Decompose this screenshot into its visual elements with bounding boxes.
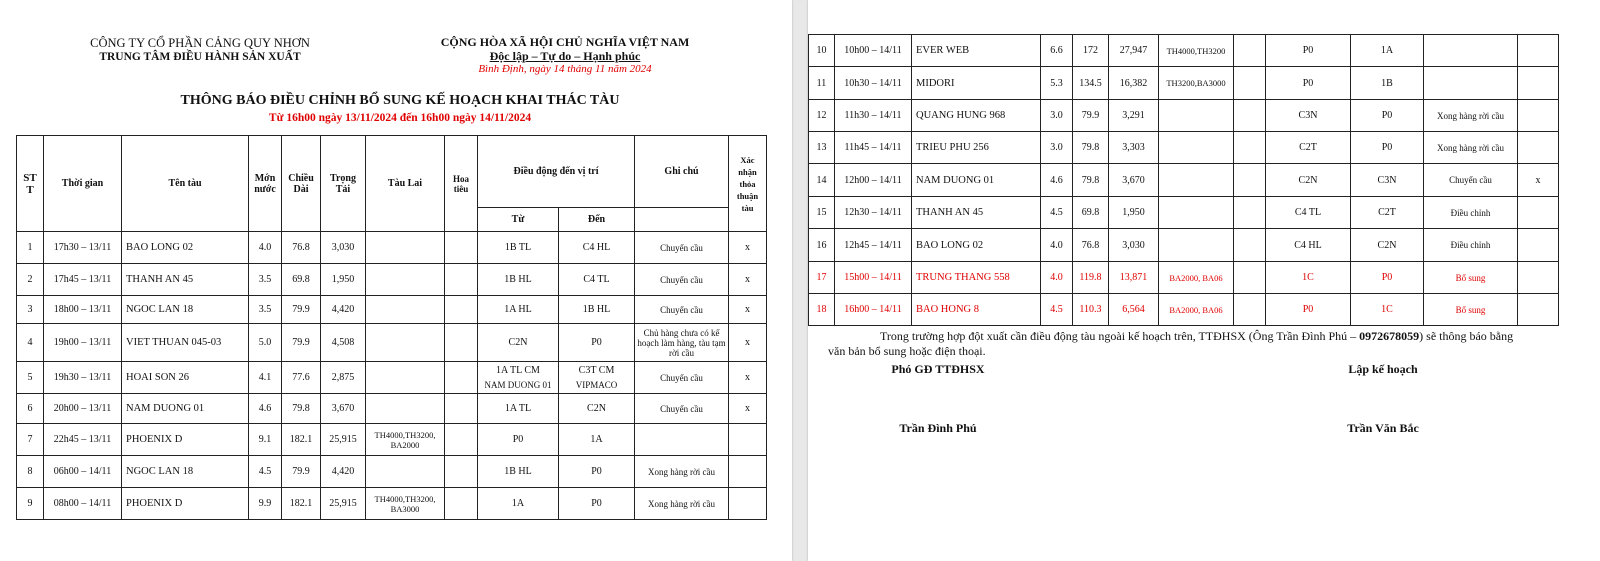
row-pilot	[1234, 229, 1266, 262]
row-ship-name: MIDORI	[912, 67, 1041, 100]
row-tug	[1159, 164, 1234, 197]
row-tug	[366, 394, 445, 424]
row-tug: TH4000,TH3200, BA2000	[366, 424, 445, 456]
row-stt: 12	[809, 100, 835, 132]
row-time: 12h00 – 14/11	[835, 164, 912, 197]
row-from: C2T	[1266, 132, 1351, 164]
table-row	[17, 394, 767, 424]
contact-phone: 0972678059	[1359, 329, 1420, 343]
row-ship-name: HOAI SON 26	[122, 362, 249, 394]
row-from: P0	[1266, 294, 1351, 326]
row-tug: TH4000,TH3200, BA3000	[366, 488, 445, 520]
row-from: P0	[1266, 67, 1351, 100]
row-ship-name: BAO LONG 02	[912, 229, 1041, 262]
row-ship-name: PHOENIX D	[122, 424, 249, 456]
row-confirm	[729, 456, 767, 488]
row-ship-name: THANH AN 45	[912, 197, 1041, 229]
row-draft: 3.0	[1041, 100, 1073, 132]
row-time: 10h30 – 14/11	[835, 67, 912, 100]
table-row	[17, 296, 767, 324]
row-note: Chuyển cầu	[635, 394, 729, 424]
row-draft: 6.6	[1041, 35, 1073, 67]
row-stt: 15	[809, 197, 835, 229]
row-confirm: x	[729, 394, 767, 424]
row-note: Chuyển cầu	[635, 264, 729, 296]
col-length-header: Chiều Dài	[282, 136, 321, 232]
row-note	[635, 424, 729, 456]
row-ship-name: TRUNG THANG 558	[912, 262, 1041, 294]
row-from: C2N	[1266, 164, 1351, 197]
row-dwt: 3,670	[1109, 164, 1159, 197]
row-ship-name: NAM DUONG 01	[912, 164, 1041, 197]
row-tug: TH4000,TH3200	[1159, 35, 1234, 67]
row-note	[1424, 67, 1518, 100]
table-row	[809, 197, 1559, 229]
row-note: Chuyển cầu	[635, 232, 729, 264]
row-dwt: 3,291	[1109, 100, 1159, 132]
row-pilot	[1234, 100, 1266, 132]
row-note: Chủ hàng chưa có kế hoạch làm hàng, tàu tạm rời cầu	[635, 324, 729, 362]
col-pilot-header: Hoa tiêu	[445, 136, 478, 232]
date-line: Bình Định, ngày 14 tháng 11 năm 2024	[478, 63, 652, 75]
row-note: Bổ sung	[1424, 294, 1518, 326]
row-length: 79.8	[1073, 164, 1109, 197]
row-tug: TH3200,BA3000	[1159, 67, 1234, 100]
row-time: 19h00 – 13/11	[44, 324, 122, 362]
col-note-header: Ghi chú	[635, 136, 729, 208]
row-tug	[366, 296, 445, 324]
row-draft: 4.5	[249, 456, 282, 488]
row-ship-name: TRIEU PHU 256	[912, 132, 1041, 164]
row-draft: 4.6	[1041, 164, 1073, 197]
row-dwt: 3,030	[1109, 229, 1159, 262]
row-pilot	[445, 296, 478, 324]
row-tug	[1159, 197, 1234, 229]
row-tug	[366, 456, 445, 488]
row-stt: 18	[809, 294, 835, 326]
row-stt: 3	[17, 296, 44, 324]
schedule-table-page2	[808, 34, 1559, 326]
row-confirm	[1518, 197, 1559, 229]
row-to: P0	[559, 456, 635, 488]
row-pilot	[445, 488, 478, 520]
row-ship-name: QUANG HUNG 968	[912, 100, 1041, 132]
row-stt: 17	[809, 262, 835, 294]
row-stt: 4	[17, 324, 44, 362]
nation-title: CỘNG HÒA XÃ HỘI CHỦ NGHĨA VIỆT NAM	[440, 35, 690, 49]
row-draft: 5.0	[249, 324, 282, 362]
row-length: 79.8	[1073, 132, 1109, 164]
row-confirm	[729, 424, 767, 456]
row-from-main: 1A TL CM	[496, 364, 540, 376]
row-length: 79.9	[282, 296, 321, 324]
row-stt: 7	[17, 424, 44, 456]
row-tug	[366, 362, 445, 394]
row-draft: 4.1	[249, 362, 282, 394]
row-to: P0	[1351, 132, 1424, 164]
row-pilot	[1234, 164, 1266, 197]
company-name: CÔNG TY CỔ PHẦN CẢNG QUY NHƠN	[90, 36, 310, 50]
row-to-sub: VIPMACO	[575, 379, 618, 390]
row-length: 79.9	[282, 324, 321, 362]
row-ship-name: BAO LONG 02	[122, 232, 249, 264]
table-row	[17, 424, 767, 456]
row-tug	[1159, 132, 1234, 164]
table-row	[809, 132, 1559, 164]
row-time: 11h45 – 14/11	[835, 132, 912, 164]
row-draft: 4.0	[1041, 262, 1073, 294]
row-to: C3N	[1351, 164, 1424, 197]
row-from: P0	[1266, 35, 1351, 67]
row-pilot	[1234, 132, 1266, 164]
table-row	[17, 488, 767, 520]
row-note: Xong hàng rời cầu	[1424, 100, 1518, 132]
row-confirm: x	[729, 296, 767, 324]
row-length: 69.8	[1073, 197, 1109, 229]
row-confirm: x	[729, 232, 767, 264]
row-from: 1B HL	[478, 264, 559, 296]
row-pilot	[1234, 262, 1266, 294]
row-draft: 4.5	[1041, 294, 1073, 326]
row-dwt: 25,915	[321, 424, 366, 456]
row-to: 1B	[1351, 67, 1424, 100]
signer-right-title: Lập kế hoạch	[1348, 362, 1418, 376]
nation-motto: Độc lập – Tự do – Hạnh phúc	[489, 49, 641, 63]
table-row	[17, 456, 767, 488]
row-tug	[366, 324, 445, 362]
row-note: Xong hàng rời cầu	[1424, 132, 1518, 164]
row-from: 1C	[1266, 262, 1351, 294]
row-ship-name: EVER WEB	[912, 35, 1041, 67]
row-to: 1C	[1351, 294, 1424, 326]
row-tug	[1159, 229, 1234, 262]
row-confirm: x	[1518, 164, 1559, 197]
row-dwt: 3,303	[1109, 132, 1159, 164]
row-note: Bổ sung	[1424, 262, 1518, 294]
row-to: P0	[559, 324, 635, 362]
row-time: 10h00 – 14/11	[835, 35, 912, 67]
row-to: C4 TL	[559, 264, 635, 296]
row-confirm	[1518, 67, 1559, 100]
row-tug: BA2000, BA06	[1159, 294, 1234, 326]
row-ship-name: BAO HONG 8	[912, 294, 1041, 326]
row-pilot	[1234, 197, 1266, 229]
table-row	[809, 164, 1559, 197]
row-time: 22h45 – 13/11	[44, 424, 122, 456]
row-pilot	[1234, 67, 1266, 100]
row-stt: 14	[809, 164, 835, 197]
col-dwt-header: Trọng Tải	[321, 136, 366, 232]
row-stt: 8	[17, 456, 44, 488]
row-confirm	[729, 488, 767, 520]
table-row	[809, 294, 1559, 326]
row-to: C4 HL	[559, 232, 635, 264]
col-draft-header: Mớn nước	[249, 136, 282, 232]
table-row	[809, 262, 1559, 294]
row-draft: 3.0	[1041, 132, 1073, 164]
row-draft: 9.1	[249, 424, 282, 456]
doc-title: THÔNG BÁO ĐIỀU CHỈNH BỔ SUNG KẾ HOẠCH KHAI THÁC TÀU	[180, 93, 620, 108]
doc-subtitle: Từ 16h00 ngày 13/11/2024 đến 16h00 ngày 14/11/2024	[268, 112, 532, 124]
row-dwt: 13,871	[1109, 262, 1159, 294]
row-note	[1424, 35, 1518, 67]
row-length: 110.3	[1073, 294, 1109, 326]
row-time: 18h00 – 13/11	[44, 296, 122, 324]
row-to	[559, 362, 635, 394]
row-from: C4 HL	[1266, 229, 1351, 262]
table-row	[809, 35, 1559, 67]
row-time: 11h30 – 14/11	[835, 100, 912, 132]
col-to-header: Đến	[559, 208, 635, 232]
row-confirm: x	[729, 264, 767, 296]
row-pilot	[445, 232, 478, 264]
row-confirm: x	[729, 362, 767, 394]
company-unit: TRUNG TÂM ĐIỀU HÀNH SẢN XUẤT	[99, 51, 301, 63]
row-confirm	[1518, 132, 1559, 164]
row-draft: 3.5	[249, 264, 282, 296]
row-time: 20h00 – 13/11	[44, 394, 122, 424]
row-time: 17h30 – 13/11	[44, 232, 122, 264]
row-to: 1B HL	[559, 296, 635, 324]
row-ship-name: THANH AN 45	[122, 264, 249, 296]
row-stt: 11	[809, 67, 835, 100]
row-ship-name: VIET THUAN 045-03	[122, 324, 249, 362]
table-row	[17, 362, 767, 394]
row-to: C2T	[1351, 197, 1424, 229]
row-pilot	[445, 362, 478, 394]
row-from: C3N	[1266, 100, 1351, 132]
row-from: C2N	[478, 324, 559, 362]
row-pilot	[445, 456, 478, 488]
row-time: 06h00 – 14/11	[44, 456, 122, 488]
col-ship-header: Tên tàu	[122, 136, 249, 232]
row-dwt: 25,915	[321, 488, 366, 520]
row-ship-name: NGOC LAN 18	[122, 296, 249, 324]
row-to-main: C3T CM	[578, 364, 615, 376]
col-confirm-header: Xác nhận thỏa thuận tàu	[729, 136, 767, 232]
row-draft: 9.9	[249, 488, 282, 520]
table-row	[17, 264, 767, 296]
row-dwt: 4,420	[321, 456, 366, 488]
row-length: 172	[1073, 35, 1109, 67]
row-to: C2N	[559, 394, 635, 424]
row-stt: 5	[17, 362, 44, 394]
row-time: 17h45 – 13/11	[44, 264, 122, 296]
row-ship-name: NAM DUONG 01	[122, 394, 249, 424]
row-pilot	[445, 264, 478, 296]
row-stt: 9	[17, 488, 44, 520]
row-stt: 13	[809, 132, 835, 164]
row-ship-name: NGOC LAN 18	[122, 456, 249, 488]
row-pilot	[445, 424, 478, 456]
row-length: 76.8	[1073, 229, 1109, 262]
col-move-header: Điều động đến vị trí	[478, 136, 635, 208]
table-row	[809, 67, 1559, 100]
row-length: 77.6	[282, 362, 321, 394]
row-from-sub: NAM DUONG 01	[484, 379, 552, 390]
row-stt: 2	[17, 264, 44, 296]
row-dwt: 4,508	[321, 324, 366, 362]
row-pilot	[1234, 35, 1266, 67]
row-from: C4 TL	[1266, 197, 1351, 229]
row-length: 79.9	[1073, 100, 1109, 132]
row-from	[478, 362, 559, 394]
row-ship-name: PHOENIX D	[122, 488, 249, 520]
row-tug: BA2000, BA06	[1159, 262, 1234, 294]
row-time: 15h00 – 14/11	[835, 262, 912, 294]
row-time: 12h45 – 14/11	[835, 229, 912, 262]
row-to: 1A	[1351, 35, 1424, 67]
row-from: 1A	[478, 488, 559, 520]
document-page-1	[0, 0, 792, 561]
row-from: P0	[478, 424, 559, 456]
row-time: 16h00 – 14/11	[835, 294, 912, 326]
row-to: P0	[1351, 262, 1424, 294]
row-draft: 4.0	[1041, 229, 1073, 262]
col-from-header: Từ	[478, 208, 559, 232]
row-confirm	[1518, 294, 1559, 326]
row-to: P0	[559, 488, 635, 520]
row-note: Chuyển cầu	[635, 296, 729, 324]
row-note: Điều chỉnh	[1424, 229, 1518, 262]
row-confirm	[1518, 35, 1559, 67]
row-length: 134.5	[1073, 67, 1109, 100]
row-length: 76.8	[282, 232, 321, 264]
row-from: 1B HL	[478, 456, 559, 488]
table-row	[809, 100, 1559, 132]
row-dwt: 16,382	[1109, 67, 1159, 100]
row-confirm	[1518, 100, 1559, 132]
row-dwt: 6,564	[1109, 294, 1159, 326]
row-length: 119.8	[1073, 262, 1109, 294]
row-pilot	[445, 324, 478, 362]
row-dwt: 2,875	[321, 362, 366, 394]
row-draft: 4.5	[1041, 197, 1073, 229]
row-to: C2N	[1351, 229, 1424, 262]
row-stt: 16	[809, 229, 835, 262]
row-confirm: x	[729, 324, 767, 362]
row-note: Chuyển cầu	[1424, 164, 1518, 197]
row-length: 182.1	[282, 424, 321, 456]
row-dwt: 1,950	[1109, 197, 1159, 229]
row-pilot	[1234, 294, 1266, 326]
row-length: 69.8	[282, 264, 321, 296]
row-stt: 10	[809, 35, 835, 67]
col-stt-header: ST T	[17, 136, 44, 232]
row-to: P0	[1351, 100, 1424, 132]
row-dwt: 4,420	[321, 296, 366, 324]
row-draft: 5.3	[1041, 67, 1073, 100]
row-note: Xong hàng rời cầu	[635, 456, 729, 488]
row-dwt: 27,947	[1109, 35, 1159, 67]
row-time: 08h00 – 14/11	[44, 488, 122, 520]
row-confirm	[1518, 262, 1559, 294]
row-confirm	[1518, 229, 1559, 262]
signer-left-title: Phó GĐ TTĐHSX	[891, 362, 985, 376]
schedule-table-page1	[16, 135, 767, 520]
row-tug	[366, 264, 445, 296]
table-row	[17, 324, 767, 362]
row-draft: 4.0	[249, 232, 282, 264]
row-from: 1A HL	[478, 296, 559, 324]
row-note: Xong hàng rời cầu	[635, 488, 729, 520]
row-dwt: 3,670	[321, 394, 366, 424]
row-draft: 4.6	[249, 394, 282, 424]
row-note: Chuyển cầu	[635, 362, 729, 394]
col-tug-header: Tàu Lai	[366, 136, 445, 232]
table-row	[809, 229, 1559, 262]
row-tug	[1159, 100, 1234, 132]
row-time: 12h30 – 14/11	[835, 197, 912, 229]
document-page-2	[808, 0, 1600, 561]
row-note: Điều chỉnh	[1424, 197, 1518, 229]
col-time-header: Thời gian	[44, 136, 122, 232]
row-draft: 3.5	[249, 296, 282, 324]
row-length: 182.1	[282, 488, 321, 520]
row-dwt: 3,030	[321, 232, 366, 264]
row-to: 1A	[559, 424, 635, 456]
row-from: 1B TL	[478, 232, 559, 264]
row-length: 79.9	[282, 456, 321, 488]
signer-left-name: Trần Đình Phú	[899, 421, 977, 435]
row-from: 1A TL	[478, 394, 559, 424]
row-stt: 6	[17, 394, 44, 424]
row-dwt: 1,950	[321, 264, 366, 296]
row-tug	[366, 232, 445, 264]
signer-right-name: Trần Văn Bắc	[1347, 421, 1419, 435]
row-pilot	[445, 394, 478, 424]
footer-paragraph: Trong trường hợp đột xuất cần điều động tàu ngoài kế hoạch trên, TTĐHSX (Ông Trần Đình Phú – 0972678059) sẽ thông báo bằng văn bản bổ sung hoặc điện thoại.	[828, 329, 1514, 358]
row-time: 19h30 – 13/11	[44, 362, 122, 394]
row-stt: 1	[17, 232, 44, 264]
row-length: 79.8	[282, 394, 321, 424]
table-row	[17, 232, 767, 264]
